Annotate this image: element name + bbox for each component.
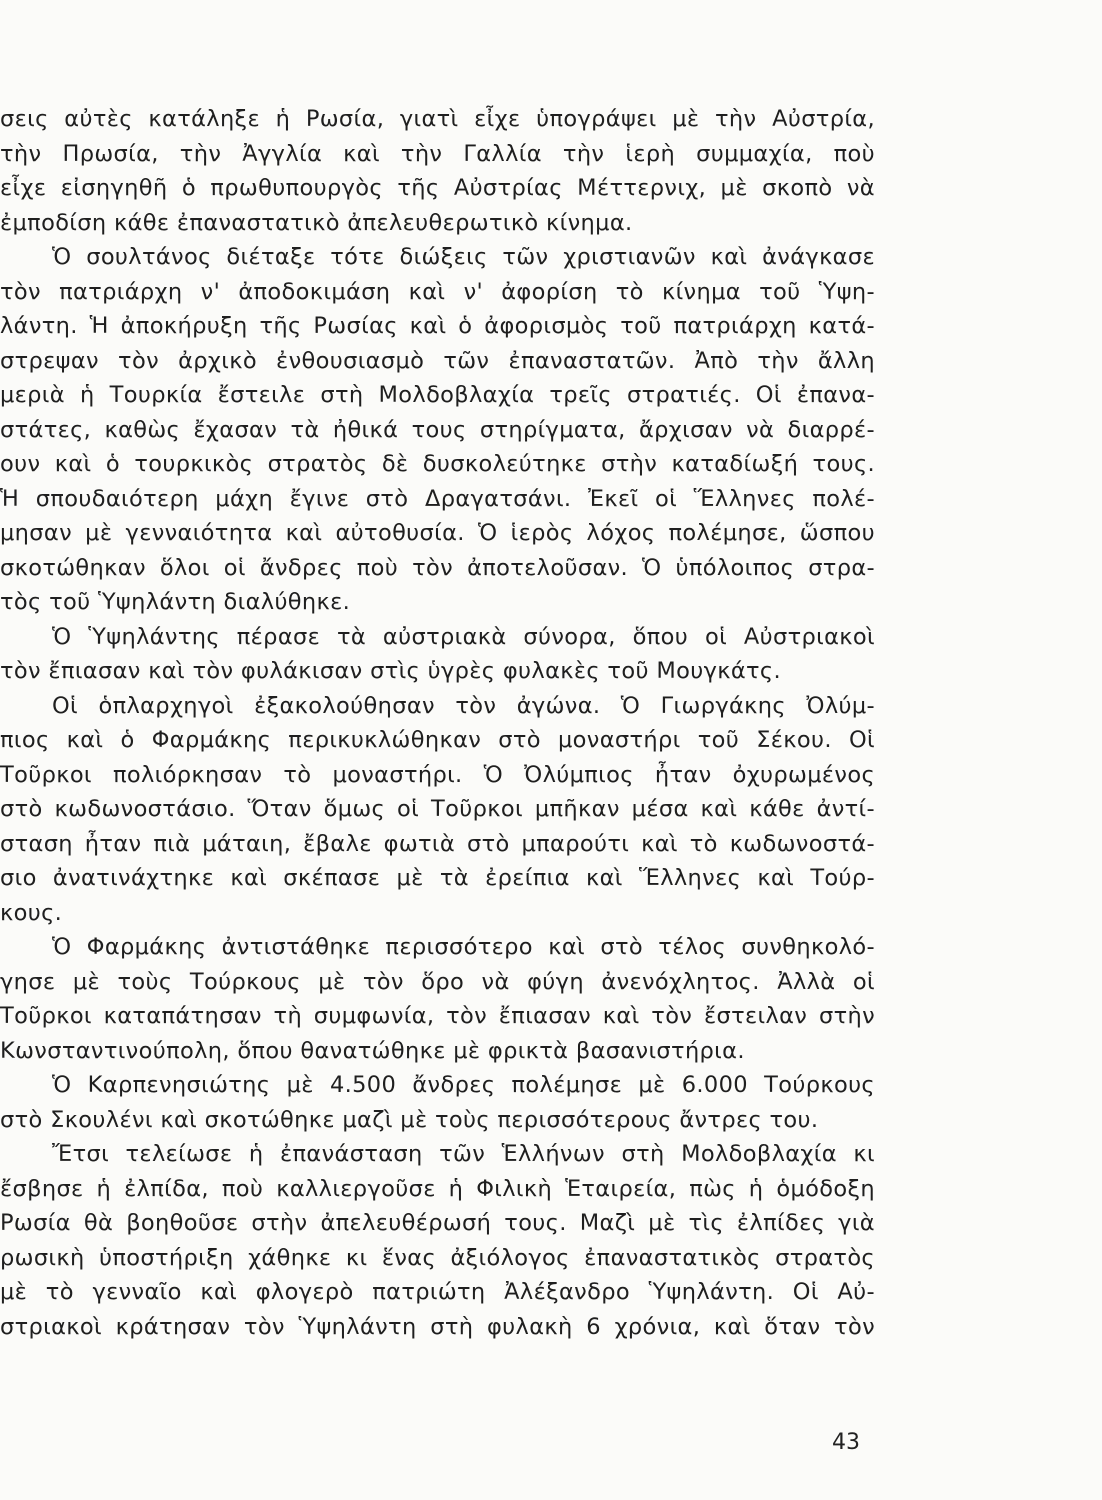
text-line: εἶχε εἰσηγηθῆ ὁ πρωθυπουργὸς τῆς Αὐστρίας Μέττερνιχ, μὲ σκοπὸ νὰ [0,175,875,201]
text-line: Ἡ σπουδαιότερη μάχη ἔγινε στὸ Δραγατσάνι. Ἐκεῖ οἱ Ἕλληνες πολέ- [0,485,875,512]
text-line: Τοῦρκοι πολιόρκησαν τὸ μοναστήρι. Ὁ Ὀλύμπιος ἦταν ὀχυρωμένος [0,761,875,788]
text-line: σκοτώθηκαν ὅλοι οἱ ἄνδρες ποὺ τὸν ἀποτελοῦσαν. Ὁ ὑπόλοιπος στρα- [0,554,875,581]
text-line: γησε μὲ τοὺς Τούρκους μὲ τὸν ὅρο νὰ φύγη ἀνενόχλητος. Ἀλλὰ οἱ [0,968,875,995]
text-line: μεριὰ ἡ Τουρκία ἔστειλε στὴ Μολδοβλαχία τρεῖς στρατιές. Οἱ ἐπανα- [0,382,875,408]
page-number: 43 [832,1430,860,1455]
text-line: ρωσικὴ ὑποστήριξη χάθηκε κι ἕνας ἀξιόλογος ἐπαναστατικὸς στρατὸς [0,1244,875,1271]
text-line: τὴν Πρωσία, τὴν Ἀγγλία καὶ τὴν Γαλλία τὴν ἱερὴ συμμαχία, ποὺ [0,140,875,167]
text-line: στριακοὶ κράτησαν τὸν Ὑψηλάντη στὴ φυλακὴ 6 χρόνια, καὶ ὅταν τὸν [0,1313,875,1340]
text-line: σιο ἀνατινάχτηκε καὶ σκέπασε μὲ τὰ ἐρείπια καὶ Ἕλληνες καὶ Τούρ- [0,865,875,891]
text-line: σταση ἦταν πιὰ μάταιη, ἔβαλε φωτιὰ στὸ μπαρούτι καὶ τὸ κωδωνοστά- [0,830,875,857]
text-line: Ὁ Ὑψηλάντης πέρασε τὰ αὐστριακὰ σύνορα, ὅπου οἱ Αὐστριακοὶ [52,623,875,650]
text-line: σεις αὐτὲς κατάληξε ἡ Ρωσία, γιατὶ εἶχε ὑπογράψει μὲ τὴν Αὐστρία, [0,106,875,132]
text-line: μὲ τὸ γενναῖο καὶ φλογερὸ πατριώτη Ἀλέξανδρο Ὑψηλάντη. Οἱ Αὐ- [0,1279,875,1305]
text-line: Ὁ Φαρμάκης ἀντιστάθηκε περισσότερο καὶ στὸ τέλος συνθηκολό- [52,934,875,960]
text-line: στὸ Σκουλένι καὶ σκοτώθηκε μαζὶ μὲ τοὺς περισσότερους ἄντρες του. [0,1106,819,1133]
text-line: ουν καὶ ὁ τουρκικὸς στρατὸς δὲ δυσκολεύτηκε στὴν καταδίωξή τους. [0,451,875,477]
text-line: τὸς τοῦ Ὑψηλάντη διαλύθηκε. [0,589,351,615]
text-line: πιος καὶ ὁ Φαρμάκης περικυκλώθηκαν στὸ μοναστήρι τοῦ Σέκου. Οἱ [0,727,875,753]
text-line: Ὁ Καρπενησιώτης μὲ 4.500 ἄνδρες πολέμησε μὲ 6.000 Τούρκους [52,1072,875,1098]
text-line: ἔσβησε ἡ ἐλπίδα, ποὺ καλλιεργοῦσε ἡ Φιλικὴ Ἑταιρεία, πὼς ἡ ὁμόδοξη [0,1175,875,1202]
body-text [0,102,875,1344]
text-line: ἐμποδίση κάθε ἐπαναστατικὸ ἀπελευθερωτικὸ κίνημα. [0,209,633,236]
text-line: Κωνσταντινούπολη, ὅπου θανατώθηκε μὲ φρικτὰ βασανιστήρια. [0,1037,745,1064]
text-line: Οἱ ὁπλαρχηγοὶ ἐξακολούθησαν τὸν ἀγώνα. Ὁ Γιωργάκης Ὀλύμ- [52,692,875,719]
text-line: τὸν ἔπιασαν καὶ τὸν φυλάκισαν στὶς ὑγρὲς φυλακὲς τοῦ Μουγκάτς. [0,658,781,684]
text-line: στρεψαν τὸν ἀρχικὸ ἐνθουσιασμὸ τῶν ἐπαναστατῶν. Ἀπὸ τὴν ἄλλη [0,347,875,374]
text-line: μησαν μὲ γενναιότητα καὶ αὐτοθυσία. Ὁ ἱερὸς λόχος πολέμησε, ὥσπου [0,520,875,546]
text-line: Ὁ σουλτάνος διέταξε τότε διώξεις τῶν χριστιανῶν καὶ ἀνάγκασε [52,244,875,270]
text-line: λάντη. Ἡ ἀποκήρυξη τῆς Ρωσίας καὶ ὁ ἀφορισμὸς τοῦ πατριάρχη κατά- [0,313,875,339]
text-line: Ἔτσι τελείωσε ἡ ἐπανάσταση τῶν Ἑλλήνων στὴ Μολδοβλαχία κι [52,1141,875,1167]
text-line: τὸν πατριάρχη ν' ἀποδοκιμάση καὶ ν' ἀφορίση τὸ κίνημα τοῦ Ὑψη- [0,278,875,305]
text-line: κους. [0,899,63,926]
text-line: στάτες, καθὼς ἔχασαν τὰ ἠθικά τους στηρίγματα, ἄρχισαν νὰ διαρρέ- [0,416,875,443]
text-line: Τοῦρκοι καταπάτησαν τὴ συμφωνία, τὸν ἔπιασαν καὶ τὸν ἔστειλαν στὴν [0,1003,875,1029]
text-line: στὸ κωδωνοστάσιο. Ὅταν ὅμως οἱ Τοῦρκοι μπῆκαν μέσα καὶ κάθε ἀντί- [0,796,875,822]
text-line: Ρωσία θὰ βοηθοῦσε στὴν ἀπελευθέρωσή τους. Μαζὶ μὲ τὶς ἐλπίδες γιὰ [0,1210,875,1236]
